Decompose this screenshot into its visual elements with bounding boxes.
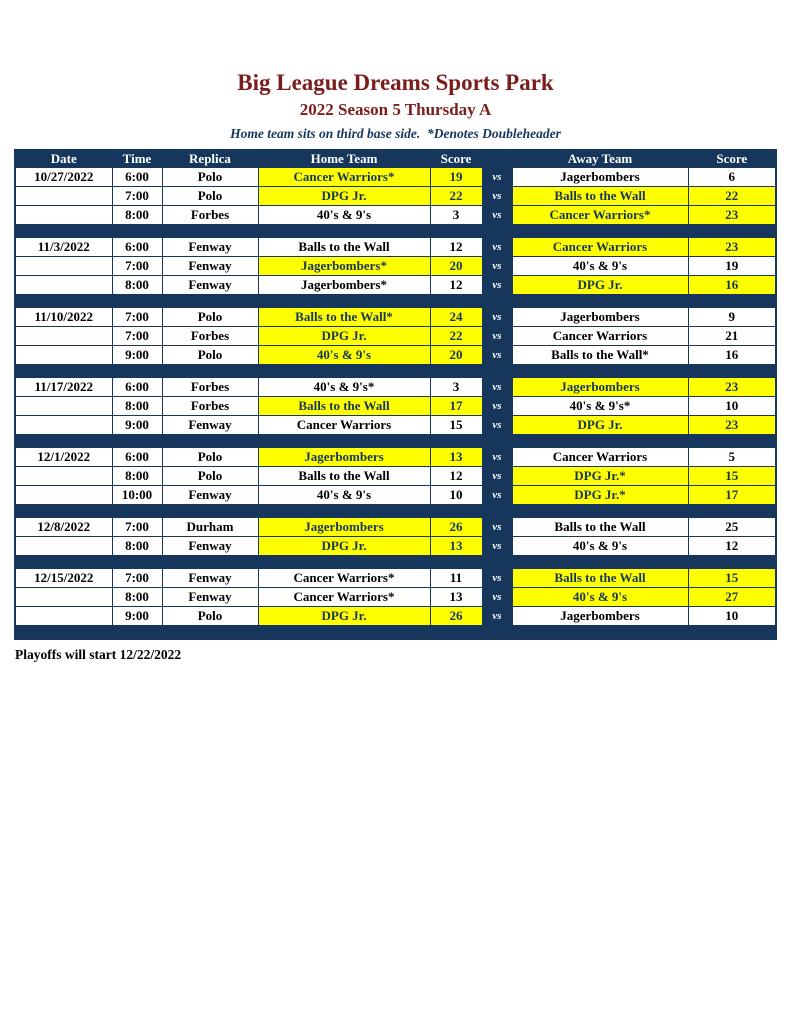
away-score-cell: 9 bbox=[688, 308, 776, 327]
replica-cell: Forbes bbox=[162, 327, 258, 346]
home-score-cell: 12 bbox=[430, 276, 482, 295]
group-separator bbox=[15, 505, 776, 518]
date-cell bbox=[15, 346, 112, 365]
home-score-cell: 20 bbox=[430, 346, 482, 365]
home-score-cell: 10 bbox=[430, 486, 482, 505]
vs-cell: vs bbox=[482, 257, 512, 276]
away-score-cell: 15 bbox=[688, 467, 776, 486]
away-team-cell: Jagerbombers bbox=[512, 308, 688, 327]
home-score-cell: 13 bbox=[430, 537, 482, 556]
home-score-cell: 20 bbox=[430, 257, 482, 276]
away-score-cell: 21 bbox=[688, 327, 776, 346]
vs-cell: vs bbox=[482, 569, 512, 588]
home-score-cell: 3 bbox=[430, 206, 482, 225]
game-row bbox=[15, 238, 776, 257]
time-cell: 8:00 bbox=[112, 588, 162, 607]
away-score-cell: 10 bbox=[688, 397, 776, 416]
time-cell: 7:00 bbox=[112, 257, 162, 276]
date-cell: 11/10/2022 bbox=[15, 308, 112, 327]
replica-cell: Polo bbox=[162, 607, 258, 626]
time-cell: 7:00 bbox=[112, 569, 162, 588]
time-cell: 8:00 bbox=[112, 537, 162, 556]
page-subtitle: 2022 Season 5 Thursday A bbox=[299, 100, 492, 119]
away-team-cell: DPG Jr.* bbox=[512, 486, 688, 505]
home-team-cell: 40's & 9's bbox=[258, 206, 430, 225]
group-separator bbox=[15, 225, 776, 238]
time-cell: 8:00 bbox=[112, 276, 162, 295]
replica-cell: Forbes bbox=[162, 397, 258, 416]
home-team-cell: 40's & 9's bbox=[258, 486, 430, 505]
header-home-team: Home Team bbox=[258, 150, 430, 168]
home-score-cell: 11 bbox=[430, 569, 482, 588]
home-score-cell: 22 bbox=[430, 327, 482, 346]
separator-bar bbox=[15, 295, 776, 308]
vs-cell: vs bbox=[482, 378, 512, 397]
home-team-cell: DPG Jr. bbox=[258, 607, 430, 626]
time-cell: 6:00 bbox=[112, 168, 162, 187]
vs-cell: vs bbox=[482, 276, 512, 295]
time-cell: 7:00 bbox=[112, 308, 162, 327]
date-cell: 12/8/2022 bbox=[15, 518, 112, 537]
home-team-cell: Cancer Warriors* bbox=[258, 168, 430, 187]
group-separator bbox=[15, 435, 776, 448]
date-cell bbox=[15, 206, 112, 225]
home-team-cell: Balls to the Wall bbox=[258, 238, 430, 257]
group-separator bbox=[15, 295, 776, 308]
away-team-cell: 40's & 9's* bbox=[512, 397, 688, 416]
time-cell: 8:00 bbox=[112, 467, 162, 486]
home-score-cell: 24 bbox=[430, 308, 482, 327]
game-row bbox=[15, 467, 776, 486]
time-cell: 7:00 bbox=[112, 518, 162, 537]
away-team-cell: Jagerbombers bbox=[512, 607, 688, 626]
group-separator bbox=[15, 626, 776, 639]
header-date: Date bbox=[15, 150, 112, 168]
away-team-cell: Cancer Warriors bbox=[512, 448, 688, 467]
vs-cell: vs bbox=[482, 448, 512, 467]
home-score-cell: 19 bbox=[430, 168, 482, 187]
vs-cell: vs bbox=[482, 588, 512, 607]
away-team-cell: Cancer Warriors bbox=[512, 327, 688, 346]
time-cell: 9:00 bbox=[112, 607, 162, 626]
home-team-cell: DPG Jr. bbox=[258, 327, 430, 346]
home-team-cell: Balls to the Wall* bbox=[258, 308, 430, 327]
date-cell: 11/3/2022 bbox=[15, 238, 112, 257]
away-team-cell: DPG Jr.* bbox=[512, 467, 688, 486]
date-cell bbox=[15, 607, 112, 626]
time-cell: 6:00 bbox=[112, 238, 162, 257]
replica-cell: Fenway bbox=[162, 238, 258, 257]
separator-bar bbox=[15, 365, 776, 378]
replica-cell: Durham bbox=[162, 518, 258, 537]
home-team-cell: Balls to the Wall bbox=[258, 467, 430, 486]
game-row bbox=[15, 486, 776, 505]
vs-cell: vs bbox=[482, 187, 512, 206]
game-row bbox=[15, 327, 776, 346]
home-team-cell: Balls to the Wall bbox=[258, 397, 430, 416]
date-cell bbox=[15, 588, 112, 607]
home-score-cell: 17 bbox=[430, 397, 482, 416]
home-team-cell: Cancer Warriors* bbox=[258, 588, 430, 607]
date-cell: 12/15/2022 bbox=[15, 569, 112, 588]
home-team-cell: DPG Jr. bbox=[258, 537, 430, 556]
date-cell bbox=[15, 327, 112, 346]
replica-cell: Fenway bbox=[162, 257, 258, 276]
date-cell bbox=[15, 467, 112, 486]
away-team-cell: 40's & 9's bbox=[512, 537, 688, 556]
date-cell: 11/17/2022 bbox=[15, 378, 112, 397]
date-cell bbox=[15, 257, 112, 276]
away-score-cell: 23 bbox=[688, 378, 776, 397]
game-row bbox=[15, 448, 776, 467]
away-team-cell: Cancer Warriors bbox=[512, 238, 688, 257]
replica-cell: Fenway bbox=[162, 416, 258, 435]
game-row bbox=[15, 257, 776, 276]
home-team-cell: 40's & 9's bbox=[258, 346, 430, 365]
game-row bbox=[15, 537, 776, 556]
replica-cell: Fenway bbox=[162, 486, 258, 505]
header-away-score: Score bbox=[688, 150, 776, 168]
game-row bbox=[15, 308, 776, 327]
time-cell: 6:00 bbox=[112, 448, 162, 467]
replica-cell: Fenway bbox=[162, 569, 258, 588]
away-team-cell: Jagerbombers bbox=[512, 378, 688, 397]
vs-cell: vs bbox=[482, 486, 512, 505]
away-score-cell: 6 bbox=[688, 168, 776, 187]
home-team-cell: Cancer Warriors* bbox=[258, 569, 430, 588]
header-away-team: Away Team bbox=[512, 150, 688, 168]
home-team-cell: Jagerbombers bbox=[258, 448, 430, 467]
home-score-cell: 13 bbox=[430, 448, 482, 467]
time-cell: 7:00 bbox=[112, 327, 162, 346]
replica-cell: Polo bbox=[162, 168, 258, 187]
vs-cell: vs bbox=[482, 607, 512, 626]
replica-cell: Fenway bbox=[162, 537, 258, 556]
page-title: Big League Dreams Sports Park bbox=[237, 70, 554, 95]
home-team-cell: Cancer Warriors bbox=[258, 416, 430, 435]
replica-cell: Fenway bbox=[162, 276, 258, 295]
replica-cell: Polo bbox=[162, 448, 258, 467]
game-row bbox=[15, 168, 776, 187]
time-cell: 8:00 bbox=[112, 206, 162, 225]
home-score-cell: 12 bbox=[430, 467, 482, 486]
home-team-cell: 40's & 9's* bbox=[258, 378, 430, 397]
date-cell: 12/1/2022 bbox=[15, 448, 112, 467]
home-score-cell: 13 bbox=[430, 588, 482, 607]
away-score-cell: 25 bbox=[688, 518, 776, 537]
away-team-cell: DPG Jr. bbox=[512, 416, 688, 435]
away-team-cell: Cancer Warriors* bbox=[512, 206, 688, 225]
group-separator bbox=[15, 365, 776, 378]
replica-cell: Polo bbox=[162, 467, 258, 486]
header-home-score: Score bbox=[430, 150, 482, 168]
vs-cell: vs bbox=[482, 416, 512, 435]
date-cell bbox=[15, 276, 112, 295]
game-row bbox=[15, 206, 776, 225]
replica-cell: Polo bbox=[162, 187, 258, 206]
table-header-row bbox=[15, 150, 776, 168]
separator-bar bbox=[15, 505, 776, 518]
home-score-cell: 12 bbox=[430, 238, 482, 257]
home-team-cell: DPG Jr. bbox=[258, 187, 430, 206]
home-score-cell: 26 bbox=[430, 607, 482, 626]
time-cell: 8:00 bbox=[112, 397, 162, 416]
home-score-cell: 22 bbox=[430, 187, 482, 206]
separator-bar bbox=[15, 435, 776, 448]
game-row bbox=[15, 378, 776, 397]
vs-cell: vs bbox=[482, 537, 512, 556]
time-cell: 6:00 bbox=[112, 378, 162, 397]
footer-note: Playoffs will start 12/22/2022 bbox=[15, 646, 182, 662]
away-score-cell: 10 bbox=[688, 607, 776, 626]
replica-cell: Fenway bbox=[162, 588, 258, 607]
vs-cell: vs bbox=[482, 308, 512, 327]
schedule-body bbox=[15, 168, 776, 639]
away-score-cell: 15 bbox=[688, 569, 776, 588]
vs-cell: vs bbox=[482, 346, 512, 365]
replica-cell: Polo bbox=[162, 346, 258, 365]
away-score-cell: 17 bbox=[688, 486, 776, 505]
away-score-cell: 23 bbox=[688, 206, 776, 225]
game-row bbox=[15, 187, 776, 206]
away-score-cell: 16 bbox=[688, 346, 776, 365]
time-cell: 10:00 bbox=[112, 486, 162, 505]
date-cell bbox=[15, 486, 112, 505]
away-team-cell: Balls to the Wall bbox=[512, 569, 688, 588]
vs-cell: vs bbox=[482, 518, 512, 537]
vs-cell: vs bbox=[482, 397, 512, 416]
vs-cell: vs bbox=[482, 206, 512, 225]
date-cell bbox=[15, 397, 112, 416]
away-team-cell: Balls to the Wall bbox=[512, 518, 688, 537]
vs-cell: vs bbox=[482, 238, 512, 257]
game-row bbox=[15, 416, 776, 435]
date-cell bbox=[15, 537, 112, 556]
away-score-cell: 23 bbox=[688, 238, 776, 257]
group-separator bbox=[15, 556, 776, 569]
away-team-cell: 40's & 9's bbox=[512, 588, 688, 607]
header-time: Time bbox=[112, 150, 162, 168]
away-score-cell: 12 bbox=[688, 537, 776, 556]
vs-cell: vs bbox=[482, 467, 512, 486]
time-cell: 9:00 bbox=[112, 416, 162, 435]
away-score-cell: 27 bbox=[688, 588, 776, 607]
home-score-cell: 26 bbox=[430, 518, 482, 537]
game-row bbox=[15, 346, 776, 365]
away-score-cell: 23 bbox=[688, 416, 776, 435]
away-team-cell: Balls to the Wall bbox=[512, 187, 688, 206]
away-score-cell: 22 bbox=[688, 187, 776, 206]
away-team-cell: Balls to the Wall* bbox=[512, 346, 688, 365]
time-cell: 9:00 bbox=[112, 346, 162, 365]
date-cell: 10/27/2022 bbox=[15, 168, 112, 187]
date-cell bbox=[15, 187, 112, 206]
game-row bbox=[15, 518, 776, 537]
game-row bbox=[15, 397, 776, 416]
vs-cell: vs bbox=[482, 168, 512, 187]
replica-cell: Polo bbox=[162, 308, 258, 327]
away-score-cell: 19 bbox=[688, 257, 776, 276]
separator-bar bbox=[15, 225, 776, 238]
home-score-cell: 15 bbox=[430, 416, 482, 435]
away-team-cell: 40's & 9's bbox=[512, 257, 688, 276]
game-row bbox=[15, 607, 776, 626]
game-row bbox=[15, 276, 776, 295]
home-team-cell: Jagerbombers bbox=[258, 518, 430, 537]
header-vs bbox=[482, 150, 512, 168]
game-row bbox=[15, 569, 776, 588]
away-score-cell: 5 bbox=[688, 448, 776, 467]
time-cell: 7:00 bbox=[112, 187, 162, 206]
header-replica: Replica bbox=[162, 150, 258, 168]
game-row bbox=[15, 588, 776, 607]
date-cell bbox=[15, 416, 112, 435]
home-team-cell: Jagerbombers* bbox=[258, 257, 430, 276]
home-score-cell: 3 bbox=[430, 378, 482, 397]
vs-cell: vs bbox=[482, 327, 512, 346]
home-team-cell: Jagerbombers* bbox=[258, 276, 430, 295]
schedule-table bbox=[14, 149, 777, 640]
separator-bar bbox=[15, 556, 776, 569]
separator-bar bbox=[15, 626, 776, 639]
away-score-cell: 16 bbox=[688, 276, 776, 295]
away-team-cell: DPG Jr. bbox=[512, 276, 688, 295]
away-team-cell: Jagerbombers bbox=[512, 168, 688, 187]
replica-cell: Forbes bbox=[162, 378, 258, 397]
replica-cell: Forbes bbox=[162, 206, 258, 225]
page-note: Home team sits on third base side. *Denotes Doubleheader bbox=[230, 126, 561, 141]
